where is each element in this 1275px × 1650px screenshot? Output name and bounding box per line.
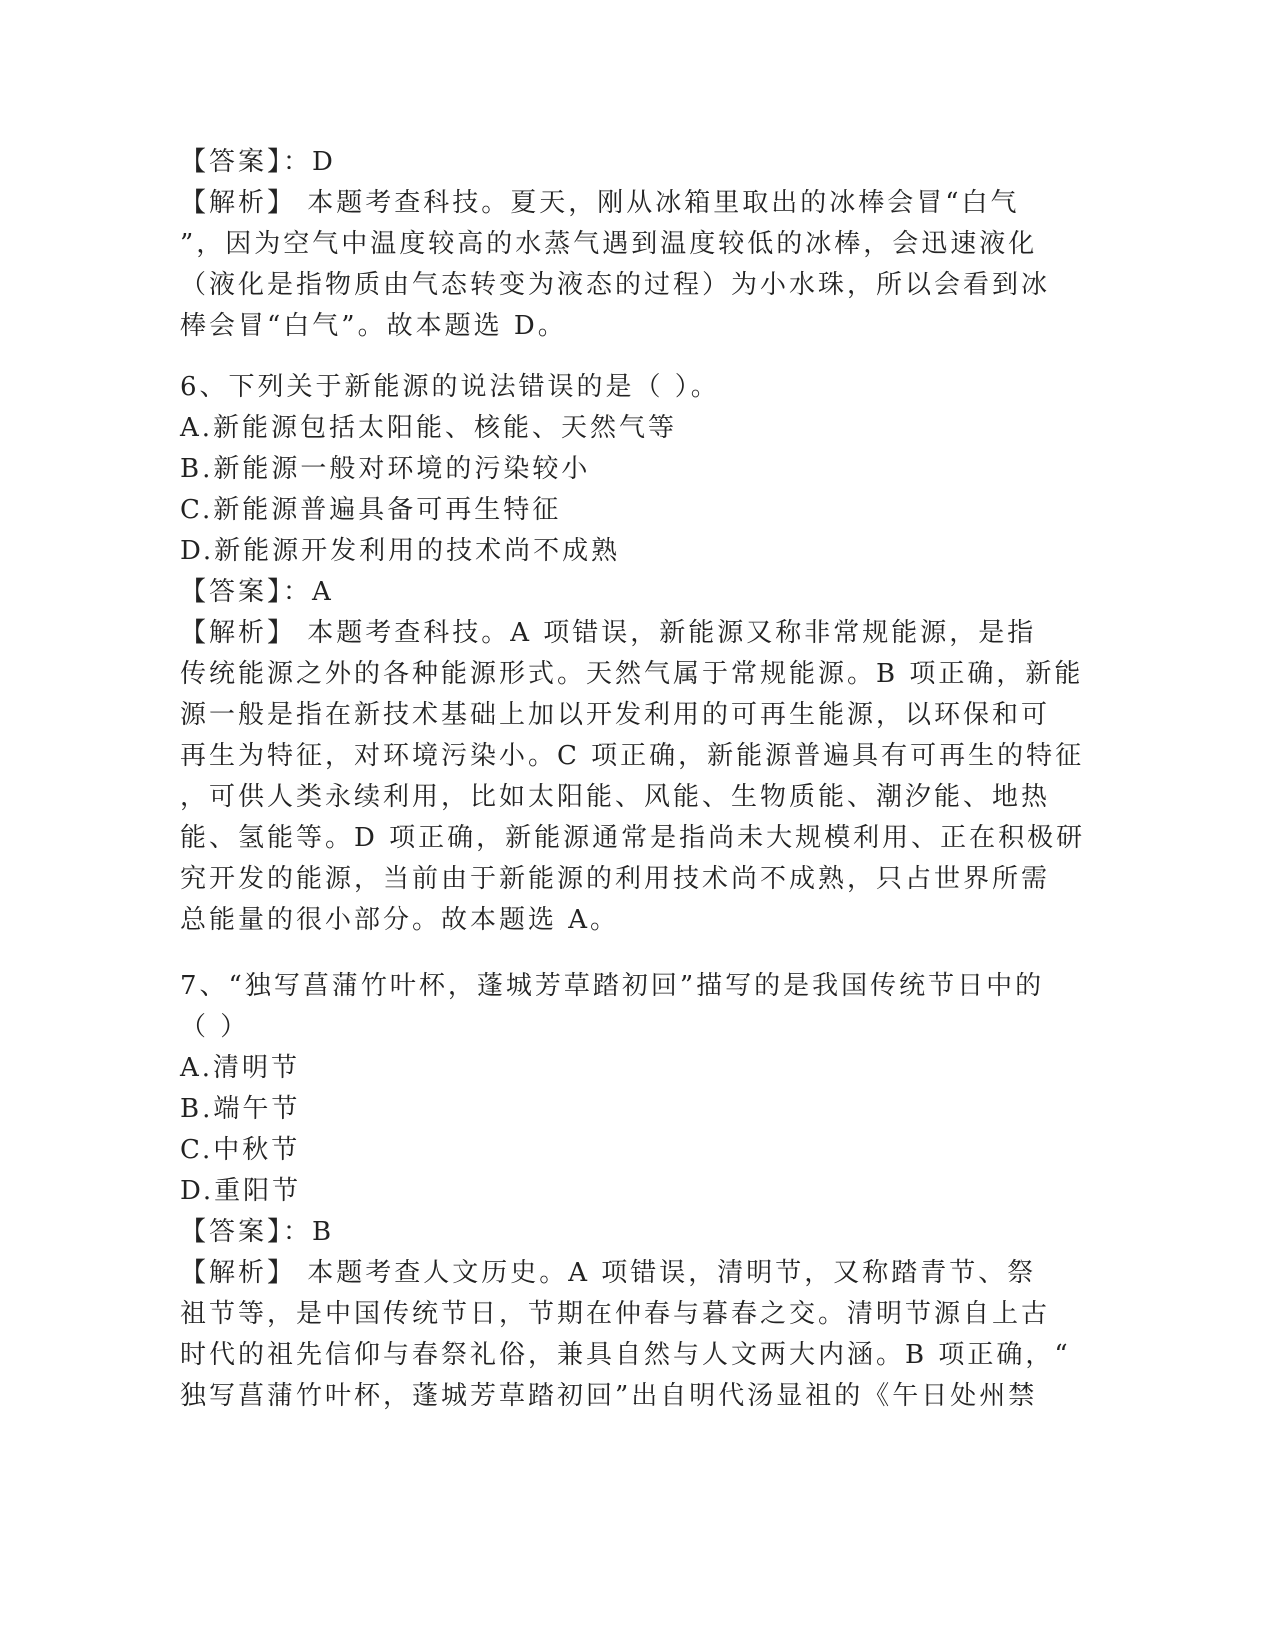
option-b: B.端午节: [180, 1094, 301, 1124]
explanation-line: 【解析】 本题考查人文历史。A 项错误，清明节，又称踏青节、祭: [180, 1258, 1037, 1288]
explanation-line: （液化是指物质由气态转变为液态的过程）为小水珠，所以会看到冰: [180, 270, 1051, 300]
question-text: 6、下列关于新能源的说法错误的是（ ）。: [180, 372, 720, 402]
explanation-line: ，可供人类永续利用，比如太阳能、风能、生物质能、潮汐能、地热: [180, 782, 1051, 812]
question-text: （ ）: [180, 1012, 250, 1042]
option-d: D.重阳节: [180, 1176, 302, 1206]
option-a: A.清明节: [180, 1053, 301, 1083]
question-text: 7、“独写菖蒲竹叶杯，蓬城芳草踏初回”描写的是我国传统节日中的: [180, 971, 1045, 1001]
option-c: C.新能源普遍具备可再生特征: [180, 495, 562, 525]
explanation-line: 总能量的很小部分。故本题选 A。: [180, 905, 620, 935]
explanation-line: 祖节等，是中国传统节日，节期在仲春与暮春之交。清明节源自上古: [180, 1299, 1051, 1329]
explanation-line: 独写菖蒲竹叶杯，蓬城芳草踏初回”出自明代汤显祖的《午日处州禁: [180, 1381, 1038, 1411]
explanation-line: 究开发的能源，当前由于新能源的利用技术尚不成熟，只占世界所需: [180, 864, 1051, 894]
option-b: B.新能源一般对环境的污染较小: [180, 454, 591, 484]
answer-line: 【答案】：B: [180, 1217, 335, 1247]
option-d: D.新能源开发利用的技术尚不成熟: [180, 536, 621, 566]
explanation-line: 源一般是指在新技术基础上加以开发利用的可再生能源，以环保和可: [180, 700, 1051, 730]
explanation-line: 棒会冒“白气”。故本题选 D。: [180, 311, 567, 341]
option-c: C.中秋节: [180, 1135, 301, 1165]
question-7-block: [180, 966, 1071, 1417]
explanation-line: 传统能源之外的各种能源形式。天然气属于常规能源。B 项正确，新能: [180, 659, 1084, 689]
explanation-line: 能、氢能等。D 项正确，新能源通常是指尚未大规模利用、正在积极研: [180, 823, 1086, 853]
answer-line: 【答案】：D: [180, 147, 336, 177]
explanation-line: 时代的祖先信仰与春祭礼俗，兼具自然与人文两大内涵。B 项正确，“: [180, 1340, 1071, 1370]
answer-line: 【答案】：A: [180, 577, 334, 607]
prev-question-block: [180, 142, 1051, 347]
explanation-line: 【解析】 本题考查科技。夏天，刚从冰箱里取出的冰棒会冒“白气: [180, 188, 1020, 218]
explanation-line: ”，因为空气中温度较高的水蒸气遇到温度较低的冰棒，会迅速液化: [180, 229, 1038, 259]
question-6-block: [180, 367, 1086, 941]
explanation-line: 再生为特征，对环境污染小。C 项正确，新能源普遍具有可再生的特征: [180, 741, 1085, 771]
explanation-line: 【解析】 本题考查科技。A 项错误，新能源又称非常规能源，是指: [180, 618, 1037, 648]
option-a: A.新能源包括太阳能、核能、天然气等: [180, 413, 678, 443]
